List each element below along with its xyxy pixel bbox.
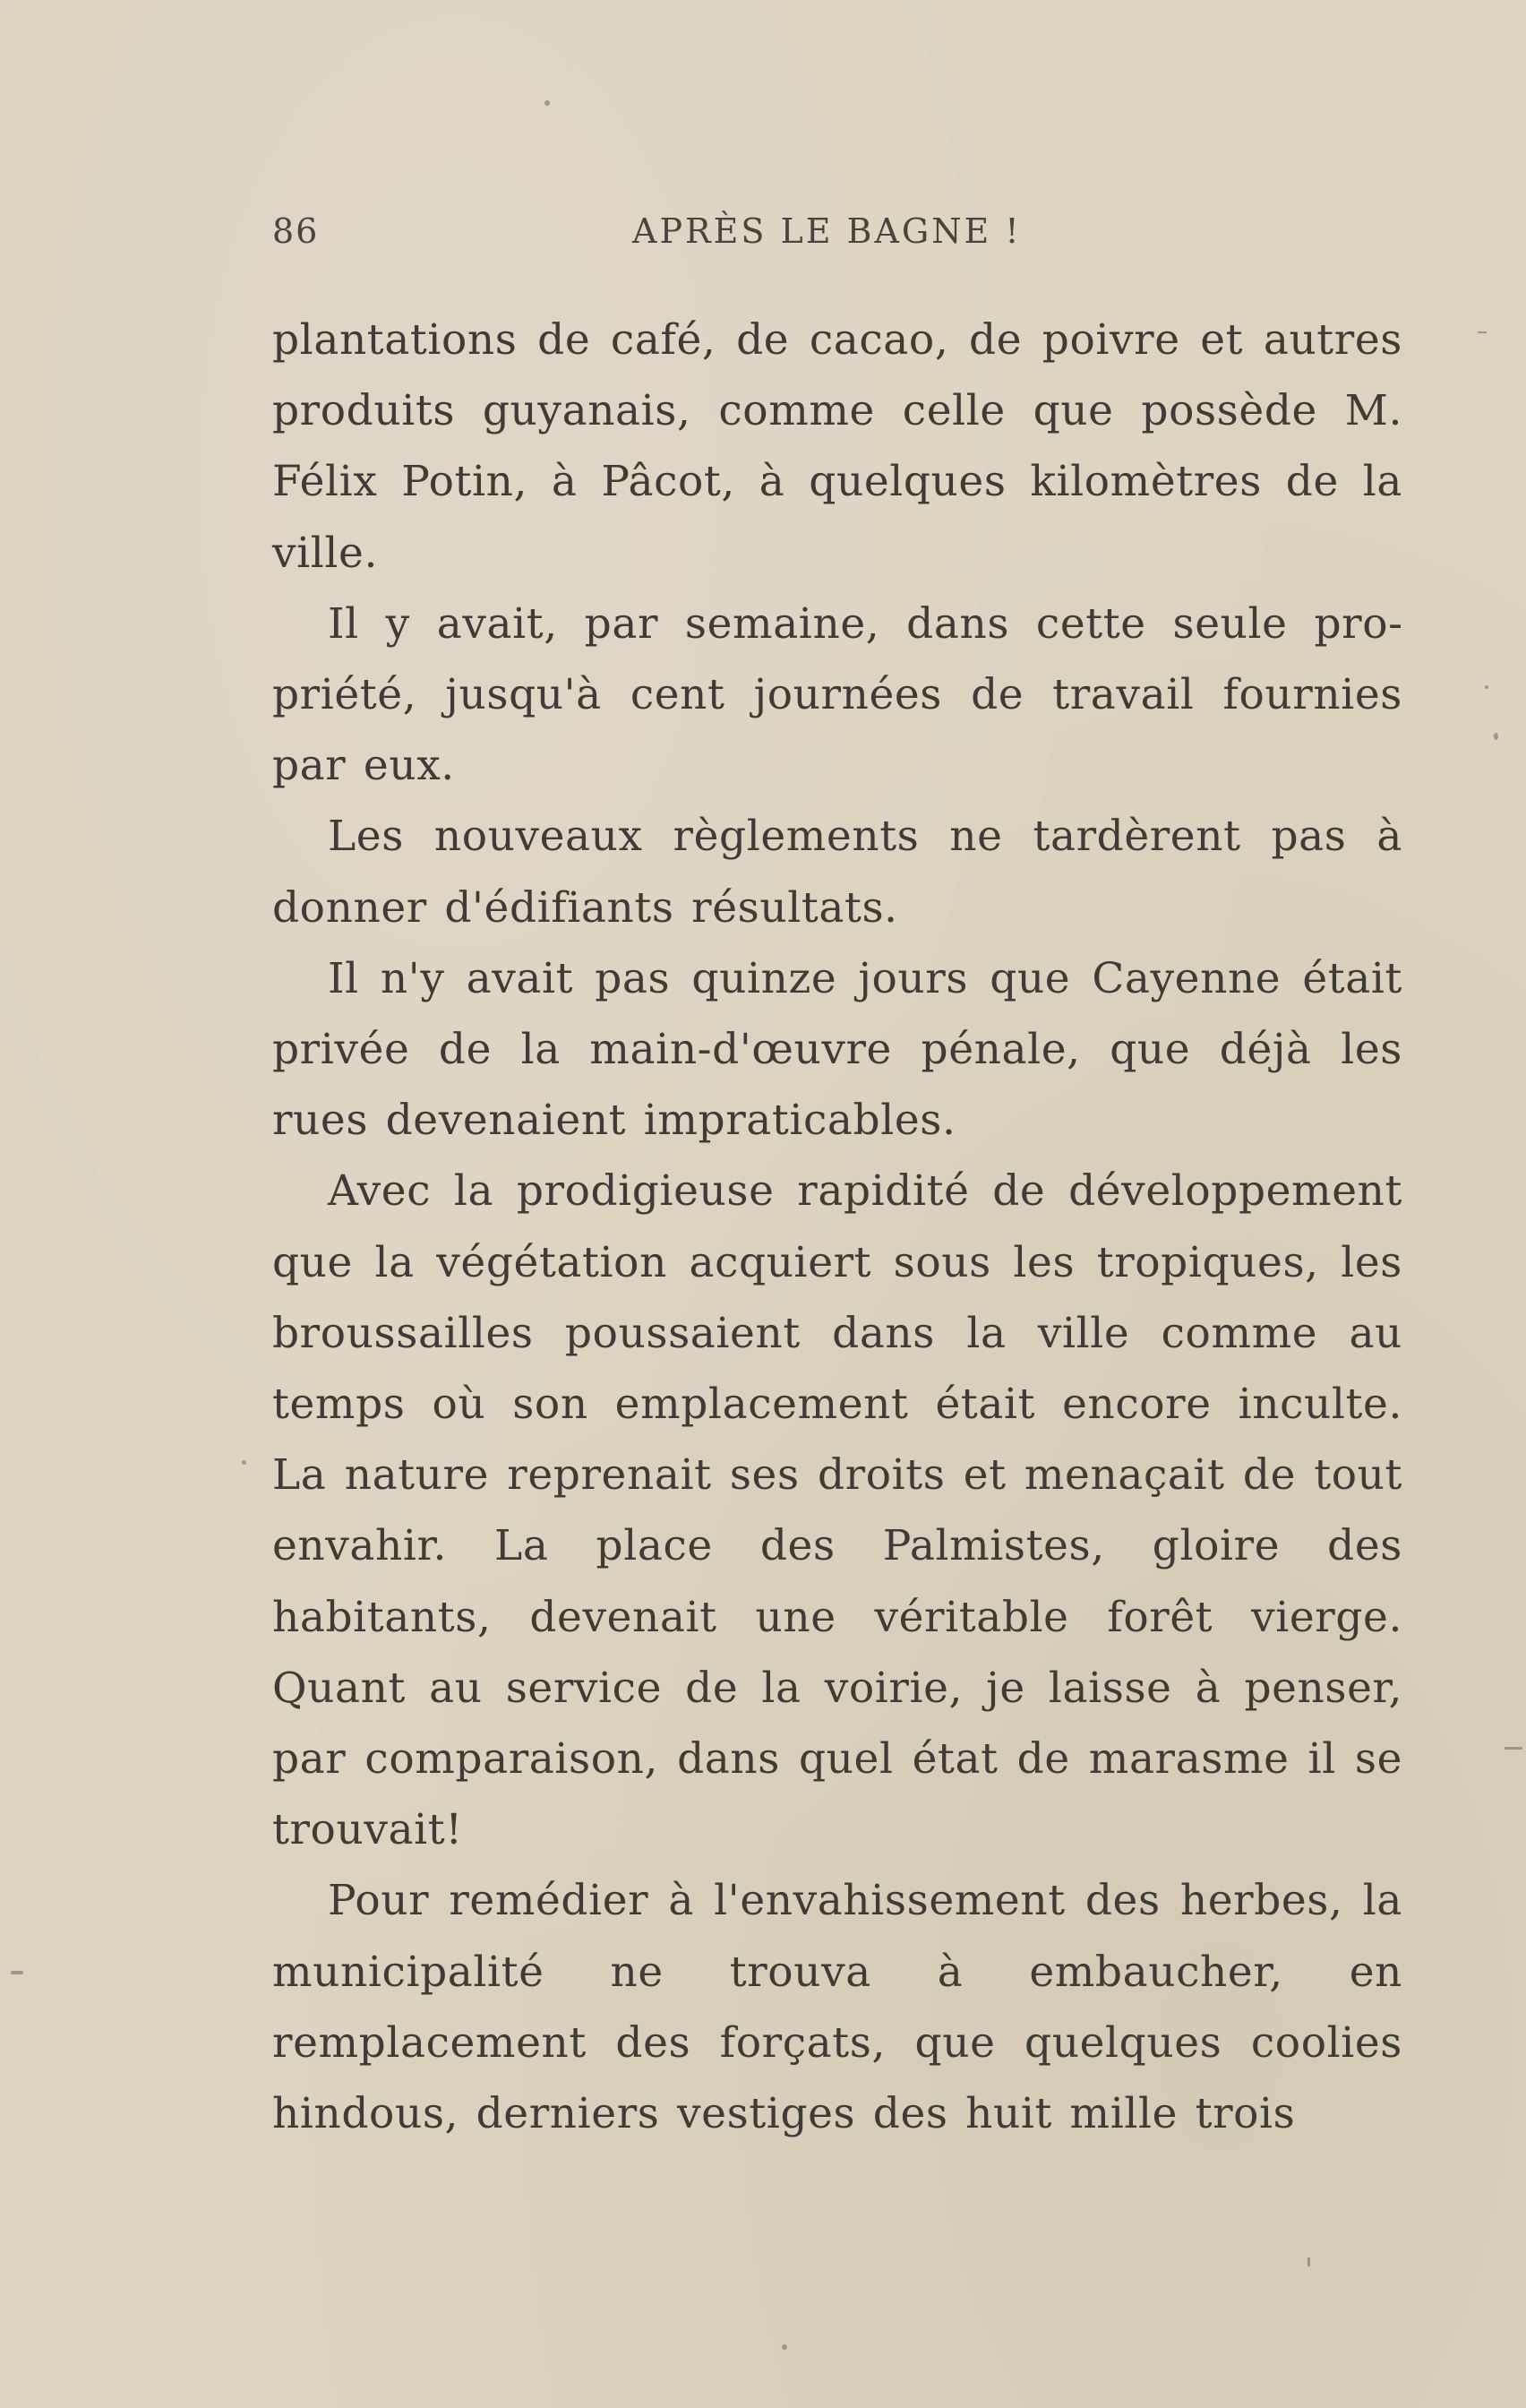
paragraph: Pour remédier à l'envahissement des herbes, la municipalité ne trouva à embaucher, en remplacement des forçats, que quelques coolies hindous, derniers vestiges des huit mille trois: [272, 1876, 1402, 2139]
paper-speck: [1307, 2258, 1310, 2266]
paragraph-continued: plantations de café, de cacao, de poivre et autres produits guyanais, comme celle que possède M. Félix Potin, à Pâcot, à quelques kilomètres de la ville.: [272, 315, 1402, 578]
paper-speck: [1494, 733, 1498, 740]
body-text: [272, 305, 1402, 2149]
paper-speck: [782, 2344, 787, 2350]
paper-speck: [1505, 1747, 1522, 1750]
paper-speck: [1478, 331, 1487, 333]
paper-speck: [544, 100, 550, 106]
paragraph: Avec la prodigieuse rapidité de développement que la végétation acquiert sous les tropiques, les broussailles poussaient dans la ville comme au temps où son emplacement était encore inculte. La nature reprenait ses droits et menaçait de tout envahir. La place des Palmistes, gloire des habitants, devenait une véritable forêt vierge. Quant au service de la voirie, je laisse à penser, par comparaison, dans quel état de marasme il se trouvait!: [272, 1166, 1402, 1855]
paragraph: Il y avait, par semaine, dans cette seule propriété, jusqu'à cent journées de travail fournies par eux.: [272, 598, 1402, 791]
paper-speck: [1485, 685, 1488, 689]
page-header: [272, 211, 1402, 265]
paragraph: Il n'y avait pas quinze jours que Cayenne était privée de la main-d'œuvre pénale, que déjà les rues devenaient impraticables.: [272, 953, 1402, 1146]
page-number: 86: [272, 211, 320, 251]
running-title: APRÈS LE BAGNE !: [632, 211, 1022, 251]
paper-speck: [242, 1460, 246, 1465]
paper-speck: [11, 1971, 23, 1974]
paragraph: Les nouveaux règlements ne tardèrent pas à donner d'édifiants résultats.: [272, 812, 1402, 933]
